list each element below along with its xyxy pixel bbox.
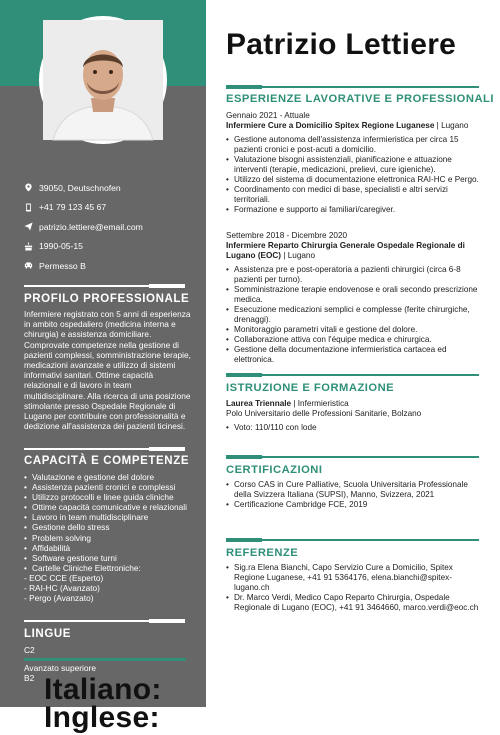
contact-address (24, 178, 194, 198)
list-item: • Coordinamento con medici di base, specialisti e altri servizi territoriali. (226, 185, 448, 204)
contact-address-text: 39050, Deutschnofen (39, 182, 121, 193)
list-item: • Assistenza pazienti cronici e complessi (24, 482, 176, 493)
list-item: • Valutazione bisogni assistenziali, pianificazione e attuazione interventi (terapie, medicazioni, prelievi, cure igieniche). (226, 155, 452, 174)
contact-permit (24, 256, 194, 276)
skills-rule-top (24, 448, 185, 450)
location-pin-icon (24, 183, 39, 192)
list-item: • Gestione dello stress (24, 522, 110, 533)
education-rule-top (226, 374, 479, 376)
cake-icon (24, 242, 39, 251)
list-item: • Somministrazione terapie endovenose e orali secondo prescrizione medica. (226, 285, 478, 304)
list-item: • Utilizzo protocolli e linee guida cliniche (24, 492, 174, 503)
list-item: • Collaborazione attiva con l'équipe medica e chirurgica. (226, 335, 432, 344)
job-1: Gennaio 2021 - Attuale Infermiere Cure a Domicilio Spitex Regione Luganese | Lugano • Gestione autonoma dell'assistenza infermieristica per circa 15 pazienti cronici e post-acuti a domicilio. • Valutazione bisogni assistenziali, pianificazione e attuazione interventi (terapie, medicazioni, prelievi, cure igieniche). • Utilizzo del sistema di documentazione elettronica RAI-HC e Pergo. • Coordinamento con medici di base, specialisti e altri servizi territoriali. • Formazione e supporto ai familiari/caregiver. (226, 111, 479, 214)
profile-rule-top (24, 285, 185, 287)
references-title: REFERENZE (226, 547, 299, 559)
contact-phone (24, 198, 194, 218)
list-item: • Valutazione e gestione del dolore (24, 472, 155, 482)
education-title: ISTRUZIONE E FORMAZIONE (226, 382, 395, 394)
main-content (206, 0, 500, 707)
job-1-bullets (226, 135, 480, 215)
contact-birthdate-text: 1990-05-15 (39, 241, 83, 252)
contact-phone-text: +41 79 123 45 67 (39, 202, 107, 213)
references-bullets (226, 563, 480, 613)
contact-list (24, 178, 194, 276)
language-level: B2 (24, 673, 35, 683)
certifications-entry (226, 476, 480, 510)
job-period: Settembre 2018 - Dicembre 2020 (226, 231, 348, 240)
language-proficiency-bar (24, 658, 186, 661)
send-icon (24, 222, 39, 231)
list-item: • Affidabilità (24, 542, 71, 553)
language-level: C2 (24, 645, 35, 655)
list-item: • Certificazione Cambridge FCE, 2019 (226, 500, 368, 509)
list-item: • Dr. Marco Verdi, Medico Capo Reparto Chirurgia, Ospedale Regionale di Lugano (EOC), +41 91 3464660, marco.verdi@eoc.ch (226, 593, 479, 612)
education-bullets (226, 423, 480, 433)
references-entry (226, 559, 480, 613)
list-item: • Problem solving (24, 532, 92, 543)
person-photo-icon (43, 20, 163, 140)
contact-permit-text: Permesso B (39, 260, 86, 271)
list-item: • Corso CAS in Cure Palliative, Scuola Universitaria Professionale della Svizzera Italiana (SUPSI), Manno, Svizzera, 2021 (226, 480, 468, 499)
list-item: • Formazione e supporto ai familiari/caregiver. (226, 205, 396, 214)
list-item: • Utilizzo del sistema di documentazione elettronica RAI-HC e Pergo. (226, 175, 479, 184)
list-item: - RAI-HC (Avanzato) (24, 583, 100, 594)
references-rule-top (226, 539, 479, 541)
language-name: Italiano: (44, 673, 162, 706)
list-item: • Gestione della documentazione infermieristica cartacea ed elettronica. (226, 345, 447, 364)
experience-rule-top (226, 86, 479, 88)
list-item: • Voto: 110/110 con lode (226, 423, 317, 432)
list-item: - Pergo (Avanzato) (24, 593, 94, 604)
list-item: • Sig.ra Elena Bianchi, Capo Servizio Cure a Domicilio, Spitex Regione Luganese, +41 91 5364176, elena.bianchi@spitex-lugano.ch (226, 563, 453, 592)
education-school: Polo Universitario delle Professioni Sanitarie, Bolzano (226, 409, 422, 418)
certifications-title: CERTIFICAZIONI (226, 464, 323, 476)
list-item: - EOC CCE (Esperto) (24, 572, 104, 583)
certifications-rule-top (226, 456, 479, 458)
job-location: Lugano (441, 121, 469, 130)
list-item: • Ottime capacità comunicative e relazionali (24, 502, 187, 513)
experience-title: ESPERIENZE LAVORATIVE E PROFESSIONALI (226, 93, 494, 105)
list-item: • Monitoraggio parametri vitali e gestione del dolore. (226, 325, 418, 334)
job-2: Settembre 2018 - Dicembre 2020 Infermiere Reparto Chirurgia Generale Ospedale Regionale di Lugano (EOC) | Lugano • Assistenza pre e post-operatoria a pazienti chirurgici (circa 6-8 pazienti per turno). • Somministrazione terapie endovenose e orali secondo prescrizione medica. • Esecuzione medicazioni semplici e complesse (ferite chirurgiche, drenaggi). • Monitoraggio parametri vitali e gestione del dolore. • Collaborazione attiva con l'équipe medica e chirurgica. • Gestione della documentazione infermieristica cartacea ed elettronica. (226, 231, 480, 365)
skills-list (24, 472, 192, 603)
job-employer: Infermiere Cure a Domicilio Spitex Regione Luganese (226, 121, 435, 130)
job-period: Gennaio 2021 - Attuale (226, 111, 310, 120)
phone-icon (24, 203, 39, 212)
person-name: Patrizio Lettiere (226, 28, 457, 61)
languages-rule-top (24, 620, 185, 622)
language-name: Inglese: (44, 701, 160, 734)
job-employer: Infermiere Reparto Chirurgia Generale Ospedale Regionale di Lugano (EOC) (226, 241, 465, 260)
languages-title: LINGUE (24, 628, 72, 640)
certifications-bullets (226, 480, 480, 510)
list-item: • Software gestione turni (24, 552, 117, 563)
job-2-bullets (226, 265, 480, 365)
list-item: • Cartelle Cliniche Elettroniche: (24, 562, 141, 573)
job-location: Lugano (287, 251, 316, 260)
profile-title: PROFILO PROFESSIONALE (24, 293, 190, 305)
skills-title: CAPACITÀ E COMPETENZE (24, 455, 190, 467)
profile-photo (39, 16, 167, 144)
contact-birthdate (24, 237, 194, 257)
sidebar (0, 0, 206, 734)
list-item: • Gestione autonoma dell'assistenza infermieristica per circa 15 pazienti cronici e post-acuti a domicilio. (226, 135, 459, 154)
list-item: • Esecuzione medicazioni semplici e complesse (ferite chirurgiche, drenaggi). (226, 305, 470, 324)
contact-email (24, 217, 194, 237)
education-field: Infermieristica (297, 399, 349, 408)
contact-email-text: patrizio.lettiere@email.com (39, 221, 143, 232)
profile-text: Infermiere registrato con 5 anni di esperienza in ambito ospedaliero (medicina interna e chirurgia) e assistenza domiciliare. Comprovate competenze nella gestione di pazienti complessi, somministrazione terapie, medicazioni avanzate e utilizzo di sistemi informativi sanitari. Ottime capacità relazionali e di lavoro in team multidisciplinare. Alla ricerca di una posizione stimolante presso Ospedale Regionale di Lugano per contribuire con professionalità e dedizione all'assistenza dei pazienti ticinesi. (24, 309, 191, 432)
education-entry: Laurea Triennale | Infermieristica Polo Universitario delle Professioni Sanitarie, Bolzano • Voto: 110/110 con lode (226, 399, 480, 433)
car-icon (24, 261, 39, 270)
education-degree: Laurea Triennale (226, 399, 292, 408)
language-detail: Avanzato superiore (24, 663, 97, 673)
list-item: • Lavoro in team multidisciplinare (24, 512, 149, 523)
list-item: • Assistenza pre e post-operatoria a pazienti chirurgici (circa 6-8 pazienti per turno). (226, 265, 461, 284)
